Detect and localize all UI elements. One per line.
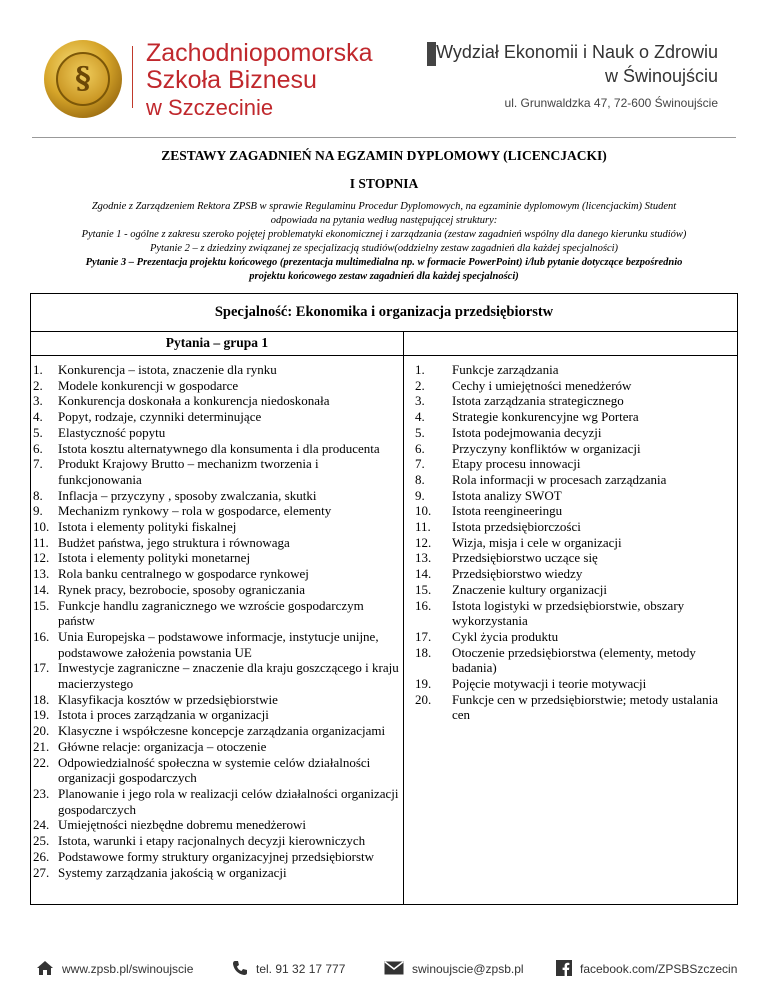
question-number: 13. [415, 550, 432, 566]
logo-divider [132, 46, 133, 108]
question-number: 12. [415, 534, 432, 550]
home-icon [36, 960, 54, 979]
faculty-address: ul. Grunwaldzka 47, 72-600 Świnoujście [504, 96, 718, 110]
question-text: Unia Europejska – podstawowe informacje, instytucje unijne, podstawowe założenia powstania UE [58, 628, 379, 660]
question-text: Przedsiębiorstwo wiedzy [452, 566, 583, 582]
question-item [33, 393, 401, 409]
footer-website-text: www.zpsb.pl/swinoujscie [62, 962, 194, 976]
question-text: Istota analizy SWOT [452, 487, 562, 503]
question-text: Popyt, rodzaje, czynniki determinujące [58, 409, 262, 425]
footer-facebook-text: facebook.com/ZPSBSzczecin [580, 962, 738, 976]
intro-para-1: Zgodnie z Zarządzeniem Rektora ZPSB w sprawie Regulaminu Procedur Dyplomowych, na egzaminie dyplomowym (licencjackim) Student odpowiada na pytania według następującej struktury: [91, 201, 677, 226]
question-text: Systemy zarządzania jakością w organizacji [58, 864, 287, 880]
question-item [33, 660, 401, 691]
question-text: Konkurencja – istota, znaczenie dla rynku [58, 362, 277, 377]
question-text: Klasyfikacja kosztów w przedsiębiorstwie [58, 691, 278, 707]
facebook-icon [556, 960, 572, 979]
questions-table [30, 293, 738, 905]
question-text: Funkcje cen w przedsiębiorstwie; metody ustalania cen [452, 691, 719, 723]
question-item [33, 362, 401, 378]
question-text: Rola informacji w procesach zarządzania [452, 471, 667, 487]
logo-emblem: § [56, 52, 110, 106]
intro-para-4: Pytanie 3 – Prezentacja projektu końcowego (prezentacja multimedialna np. w formacie PowerPoint) i/lub pytanie dotyczące bezpośrednio projektu końcowego zestaw zagadnień dla każdej specjalności) [85, 257, 683, 282]
question-text: Główne relacje: organizacja – otoczenie [58, 738, 267, 754]
footer-email[interactable] [384, 958, 524, 980]
question-item [407, 692, 732, 723]
question-number: 24. [33, 817, 50, 833]
question-text: Istota reengineeringu [452, 503, 563, 519]
question-number: 5. [415, 424, 425, 440]
question-text: Istota kosztu alternatywnego dla konsumenta i dla producenta [58, 440, 380, 456]
question-item [33, 503, 401, 519]
question-text: Mechanizm rynkowy – rola w gospodarce, elementy [58, 503, 332, 519]
question-item [407, 550, 732, 566]
question-number: 27. [33, 864, 50, 880]
question-item [33, 425, 401, 441]
question-item [407, 629, 732, 645]
question-number: 1. [33, 362, 43, 377]
question-number: 8. [33, 487, 43, 503]
question-number: 15. [33, 597, 50, 613]
question-text: Wizja, misja i cele w organizacji [452, 534, 622, 550]
question-number: 17. [33, 660, 50, 676]
question-item [33, 566, 401, 582]
letterhead [0, 0, 768, 140]
question-text: Modele konkurencji w gospodarce [58, 377, 239, 393]
question-number: 12. [33, 550, 50, 566]
question-number: 19. [33, 707, 50, 723]
question-item [407, 582, 732, 598]
intro-para-2: Pytanie 1 - ogólne z zakresu szeroko pojętej problematyki ekonomicznej i zarządzania (zestaw zagadnień wspólny dla danego kierunku studiów) [81, 229, 687, 240]
question-number: 2. [33, 377, 43, 393]
header-divider [32, 137, 736, 138]
question-item [407, 425, 732, 441]
question-item [33, 817, 401, 833]
question-text: Cechy i umiejętności menedżerów [452, 377, 632, 393]
question-text: Funkcje zarządzania [452, 362, 559, 377]
question-number: 19. [415, 676, 432, 692]
footer-facebook[interactable] [556, 958, 737, 980]
question-text: Istota podejmowania decyzji [452, 424, 602, 440]
question-text: Istota i elementy polityki fiskalnej [58, 519, 237, 535]
footer-email-text: swinoujscie@zpsb.pl [412, 962, 524, 976]
question-item [33, 598, 401, 629]
question-number: 11. [415, 519, 431, 535]
question-text: Produkt Krajowy Brutto – mechanizm tworzenia i funkcjonowania [58, 456, 319, 487]
question-text: Podstawowe formy struktury organizacyjnej przedsiębiorstw [58, 848, 375, 864]
question-number: 18. [415, 644, 432, 660]
question-number: 10. [415, 503, 432, 519]
question-item [407, 378, 732, 394]
question-text: Cykl życia produktu [452, 628, 559, 644]
question-number: 14. [415, 566, 432, 582]
question-number: 20. [415, 691, 432, 707]
question-text: Rola banku centralnego w gospodarce rynkowej [58, 566, 309, 582]
question-item [407, 488, 732, 504]
question-number: 18. [33, 691, 50, 707]
question-number: 4. [415, 409, 425, 425]
question-item [33, 378, 401, 394]
intro-para-3: Pytanie 2 – z dziedziny związanej ze specjalizacją studiów(oddzielny zestaw zagadnień dla każdej specjalności) [149, 243, 619, 254]
question-text: Odpowiedzialność społeczna w systemie celów działalności organizacji gospodarczych [58, 754, 371, 786]
question-item [33, 441, 401, 457]
question-item [407, 409, 732, 425]
question-number: 9. [33, 503, 43, 519]
question-number: 23. [33, 785, 50, 801]
question-item [33, 865, 401, 881]
question-item [33, 535, 401, 551]
question-text: Elastyczność popytu [58, 424, 166, 440]
question-number: 4. [33, 409, 43, 425]
question-text: Inwestycje zagraniczne – znaczenie dla kraju goszczącego i kraju macierzystego [58, 660, 399, 692]
question-text: Istota i proces zarządzania w organizacji [58, 707, 269, 723]
question-text: Planowanie i jego rola w realizacji celów działalności organizacji gospodarczych [58, 785, 399, 817]
question-item [407, 456, 732, 472]
question-number: 6. [33, 440, 43, 456]
question-item [33, 833, 401, 849]
question-item [33, 629, 401, 660]
question-number: 2. [415, 377, 425, 393]
question-text: Inflacja – przyczyny , sposoby zwalczania, skutki [58, 487, 317, 503]
specialty-heading: Specjalność: Ekonomika i organizacja przedsiębiorstw [31, 294, 737, 332]
question-text: Funkcje handlu zagranicznego we wzroście gospodarczym państw [58, 597, 364, 629]
question-item [407, 676, 732, 692]
question-item [407, 393, 732, 409]
faculty-line2: w Świnoujściu [604, 66, 718, 86]
footer-website[interactable] [36, 958, 193, 980]
question-item [407, 503, 732, 519]
question-number: 1. [415, 362, 425, 377]
question-text: Istota i elementy polityki monetarnej [58, 550, 251, 566]
question-item [33, 550, 401, 566]
question-number: 7. [415, 456, 425, 472]
question-item [407, 598, 732, 629]
question-number: 5. [33, 424, 43, 440]
school-name-line1: Zachodniopomorska [146, 39, 373, 67]
question-number: 7. [33, 456, 43, 472]
question-number: 22. [33, 754, 50, 770]
group1-question-list [33, 362, 401, 880]
question-item [407, 535, 732, 551]
question-text: Otoczenie przedsiębiorstwa (elementy, metody badania) [452, 644, 696, 676]
question-item [33, 409, 401, 425]
question-number: 3. [415, 393, 425, 409]
question-item [33, 582, 401, 598]
school-logo [44, 40, 122, 118]
question-item [407, 362, 732, 378]
question-item [33, 786, 401, 817]
question-item [33, 849, 401, 865]
group2-question-list [407, 362, 732, 723]
question-text: Przyczyny konfliktów w organizacji [452, 440, 641, 456]
faculty-marker [427, 42, 436, 66]
mail-icon [384, 961, 404, 978]
faculty-name [436, 40, 718, 88]
question-text: Istota logistyki w przedsiębiorstwie, obszary wykorzystania [452, 597, 685, 629]
document-title: ZESTAWY ZAGADNIEŃ NA EGZAMIN DYPLOMOWY (LICENCJACKI) [161, 148, 607, 163]
document-subtitle: I STOPNIA [349, 176, 419, 191]
question-item [33, 723, 401, 739]
question-number: 10. [33, 519, 50, 535]
question-text: Znaczenie kultury organizacji [452, 581, 607, 597]
question-text: Rynek pracy, bezrobocie, sposoby ograniczania [58, 581, 305, 597]
question-item [407, 472, 732, 488]
question-number: 11. [33, 534, 49, 550]
question-number: 20. [33, 723, 50, 739]
question-number: 17. [415, 628, 432, 644]
question-text: Istota zarządzania strategicznego [452, 393, 624, 409]
intro-text [70, 200, 698, 284]
school-name-line2: Szkoła Biznesu [146, 66, 317, 94]
school-name-line3: w Szczecinie [146, 95, 274, 120]
question-item [33, 692, 401, 708]
question-text: Przedsiębiorstwo uczące się [452, 550, 598, 566]
question-number: 16. [415, 597, 432, 613]
question-text: Budżet państwa, jego struktura i równowaga [58, 534, 290, 550]
question-item [407, 441, 732, 457]
question-text: Etapy procesu innowacji [452, 456, 581, 472]
question-item [407, 519, 732, 535]
question-text: Strategie konkurencyjne wg Portera [452, 409, 639, 425]
group1-label: Pytania – grupa 1 [165, 335, 269, 350]
question-number: 26. [33, 848, 50, 864]
footer-phone[interactable] [232, 958, 345, 980]
question-number: 15. [415, 581, 432, 597]
footer [0, 958, 768, 984]
question-number: 13. [33, 566, 50, 582]
question-text: Umiejętności niezbędne dobremu menedżerowi [58, 817, 306, 833]
question-item [33, 707, 401, 723]
question-text: Pojęcie motywacji i teorie motywacji [452, 676, 647, 692]
question-item [33, 488, 401, 504]
question-item [407, 645, 732, 676]
phone-icon [232, 960, 248, 979]
footer-phone-text: tel. 91 32 17 777 [256, 962, 346, 976]
question-text: Klasyczne i współczesne koncepcje zarządzania organizacjami [58, 723, 386, 739]
faculty-line1: Wydział Ekonomii i Nauk o Zdrowiu [436, 42, 718, 62]
question-number: 14. [33, 581, 50, 597]
question-text: Istota przedsiębiorczości [452, 519, 581, 535]
question-number: 9. [415, 487, 425, 503]
question-number: 8. [415, 471, 425, 487]
question-item [33, 755, 401, 786]
question-text: Konkurencja doskonała a konkurencja niedoskonała [58, 393, 330, 409]
group-header-row [31, 331, 737, 356]
question-number: 25. [33, 833, 50, 849]
school-name [146, 40, 373, 121]
question-item [33, 519, 401, 535]
question-number: 21. [33, 738, 50, 754]
question-item [33, 456, 401, 487]
question-item [407, 566, 732, 582]
question-number: 16. [33, 628, 50, 644]
question-text: Istota, warunki i etapy racjonalnych decyzji kierowniczych [58, 833, 366, 849]
question-number: 6. [415, 440, 425, 456]
column-divider [403, 331, 404, 904]
question-number: 3. [33, 393, 43, 409]
question-item [33, 739, 401, 755]
